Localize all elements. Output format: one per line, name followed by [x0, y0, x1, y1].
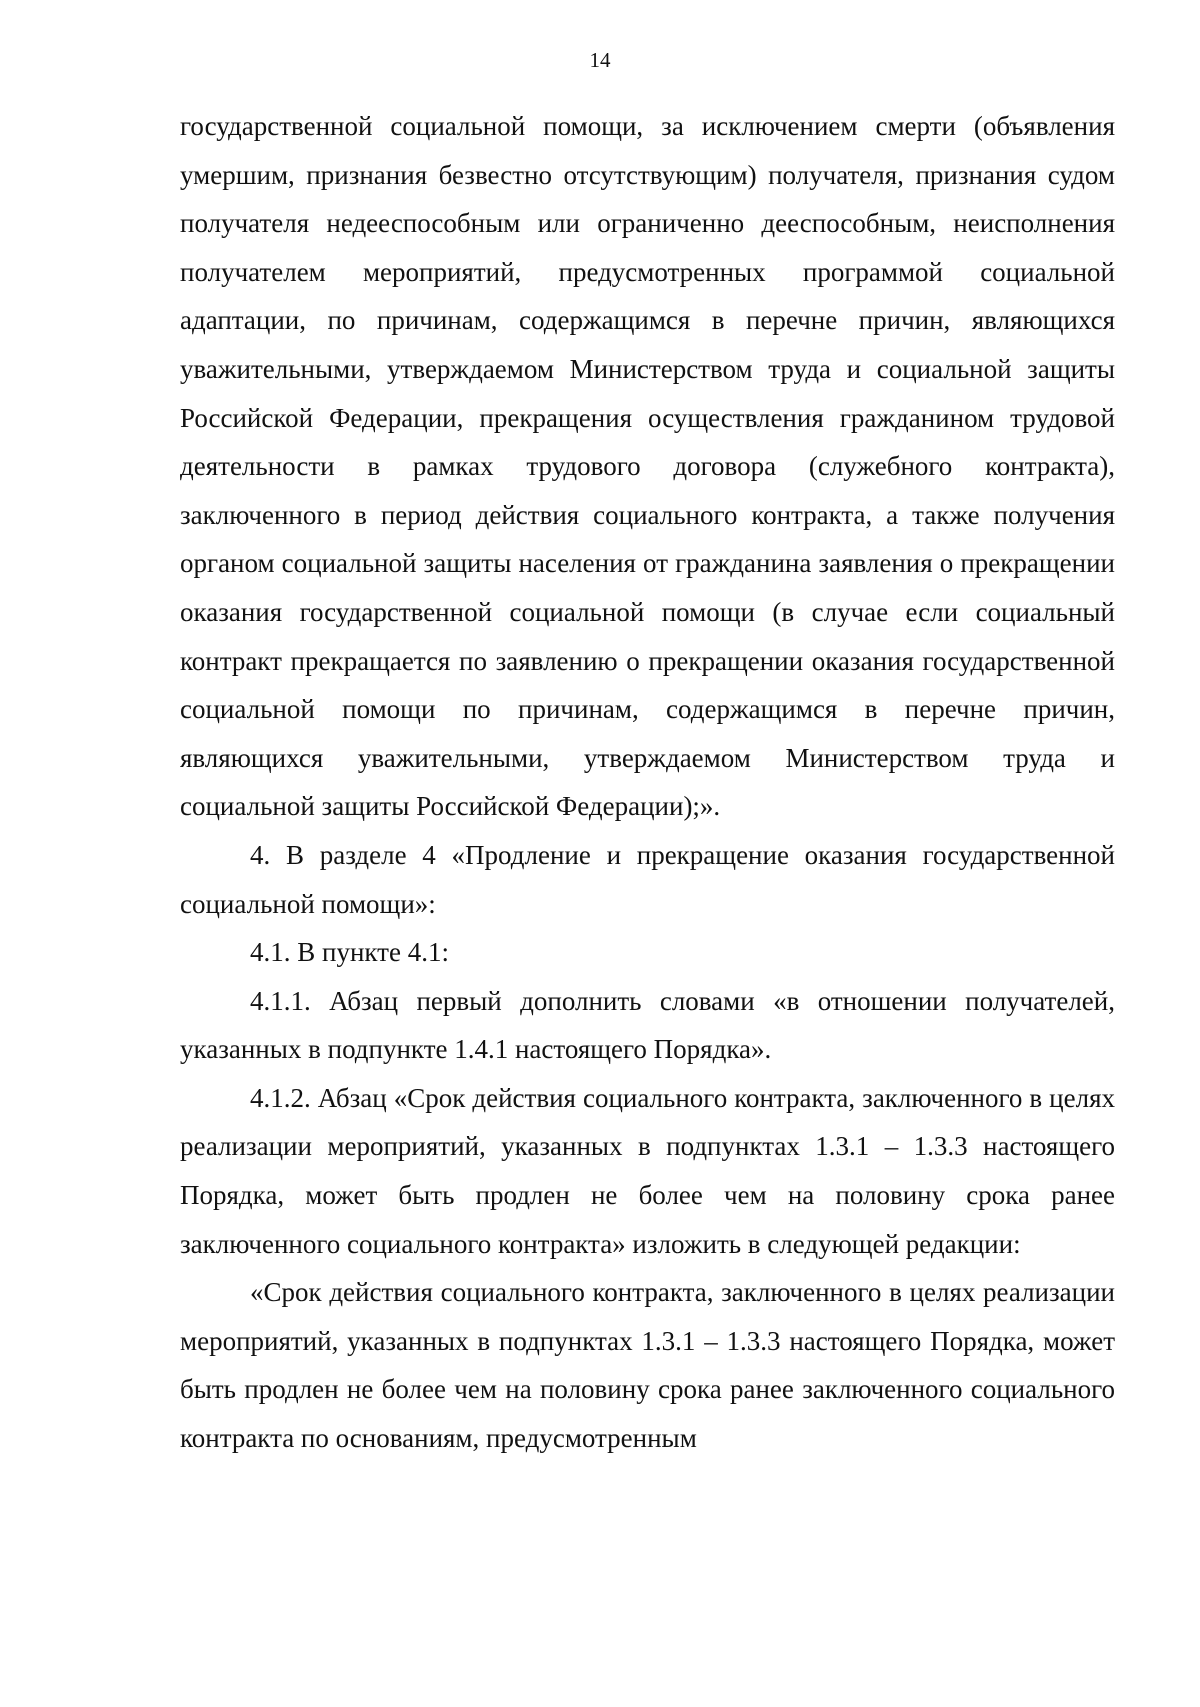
paragraph-new-wording: «Срок действия социального контракта, заключенного в целях реализации мероприятий, указанных в подпунктах 1.3.1 – 1.3.3 настоящего Порядка, может быть продлен не более чем на половину срока ранее заключенного социального контракта по основаниям, предусмотренным	[180, 1277, 1115, 1454]
paragraph-continuation: государственной социальной помощи, за исключением смерти (объявления умершим, признания безвестно отсутствующим) получателя, признания судом получателя недееспособным или ограниченно дееспособным, неисполнения получателем мероприятий, предусмотренных программой социальной адаптации, по причинам, содержащимся в перечне причин, являющихся уважительными, утверждаемом Министерством труда и социальной защиты Российской Федерации, прекращения осуществления гражданином трудовой деятельности в рамках трудового договора (служебного контракта), заключенного в период действия социального контракта, а также получения органом социальной защиты населения от гражданина заявления о прекращении оказания государственной социальной помощи (в случае если социальный контракт прекращается по заявлению о прекращении оказания государственной социальной помощи по причинам, содержащимся в перечне причин, являющихся уважительными, утверждаемом Министерством труда и социальной защиты Российской Федерации);».	[180, 111, 1115, 822]
paragraph-item-4-1: 4.1. В пункте 4.1:	[250, 937, 449, 968]
document-body	[180, 102, 1115, 1463]
paragraph-item-4-1-2: 4.1.2. Абзац «Срок действия социального контракта, заключенного в целях реализации мероприятий, указанных в подпунктах 1.3.1 – 1.3.3 настоящего Порядка, может быть продлен не более чем на половину срока ранее заключенного социального контракта» изложить в следующей редакции:	[180, 1082, 1115, 1259]
paragraph-section-4: 4. В разделе 4 «Продление и прекращение оказания государственной социальной помощи»:	[180, 839, 1115, 919]
paragraph-item-4-1-1: 4.1.1. Абзац первый дополнить словами «в отношении получателей, указанных в подпункте 1.4.1 настоящего Порядка».	[180, 985, 1115, 1065]
page-number: 14	[589, 48, 611, 72]
